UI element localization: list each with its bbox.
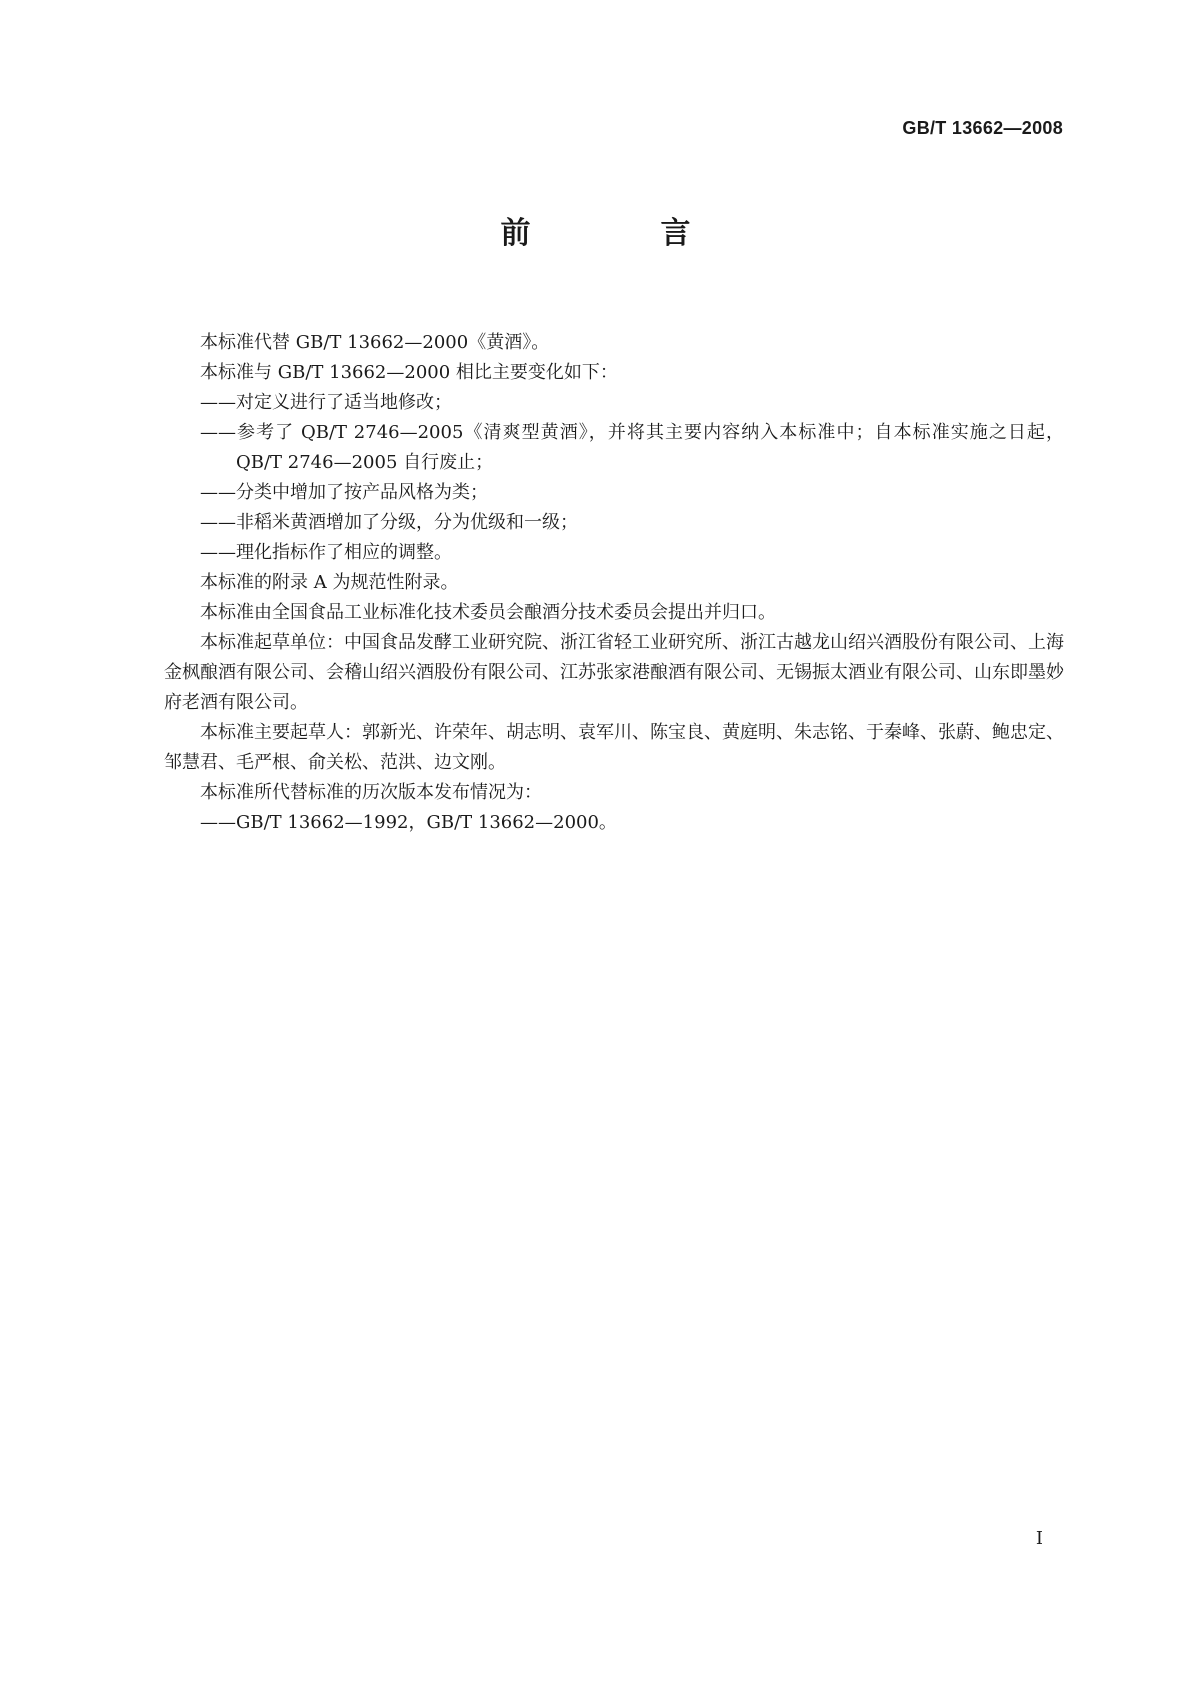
paragraph-drafting-units: 本标准起草单位：中国食品发酵工业研究院、浙江省轻工业研究所、浙江古越龙山绍兴酒股份有限公司、上海金枫酿酒有限公司、会稽山绍兴酒股份有限公司、江苏张家港酿酒有限公司、无锡振太酒业有限公司、山东即墨妙府老酒有限公司。 [164, 632, 1064, 713]
paragraph-replaces: 本标准代替 GB/T 13662—2000《黄酒》。 [200, 332, 550, 353]
list-item-definitions: ——对定义进行了适当地修改； [200, 392, 452, 413]
paragraph-history-intro: 本标准所代替标准的历次版本发布情况为： [200, 782, 542, 803]
list-item-qbt-reference: ——参考了 QB/T 2746—2005《清爽型黄酒》，并将其主要内容纳入本标准中；自本标准实施之日起，QB/T 2746—2005 自行废止； [200, 422, 1064, 473]
list-item-indicators: ——理化指标作了相应的调整。 [200, 542, 452, 563]
paragraph-changes-intro: 本标准与 GB/T 13662—2000 相比主要变化如下： [200, 362, 618, 383]
list-item-history: ——GB/T 13662—1992，GB/T 13662—2000。 [200, 812, 617, 833]
list-item-classification: ——分类中增加了按产品风格为类； [200, 482, 488, 503]
standard-number: GB/T 13662—2008 [902, 118, 1063, 138]
foreword-body [164, 328, 1064, 838]
paragraph-annex: 本标准的附录 A 为规范性附录。 [200, 572, 459, 593]
paragraph-proposer: 本标准由全国食品工业标准化技术委员会酿酒分技术委员会提出并归口。 [200, 602, 776, 623]
page-title: 前 言 [500, 216, 741, 251]
list-item-grading: ——非稻米黄酒增加了分级，分为优级和一级； [200, 512, 578, 533]
page-number: I [1035, 1528, 1043, 1549]
paragraph-drafters: 本标准主要起草人：郭新光、许荣年、胡志明、袁军川、陈宝良、黄庭明、朱志铭、于秦峰、张蔚、鲍忠定、邹慧君、毛严根、俞关松、范洪、边文刚。 [164, 722, 1064, 773]
